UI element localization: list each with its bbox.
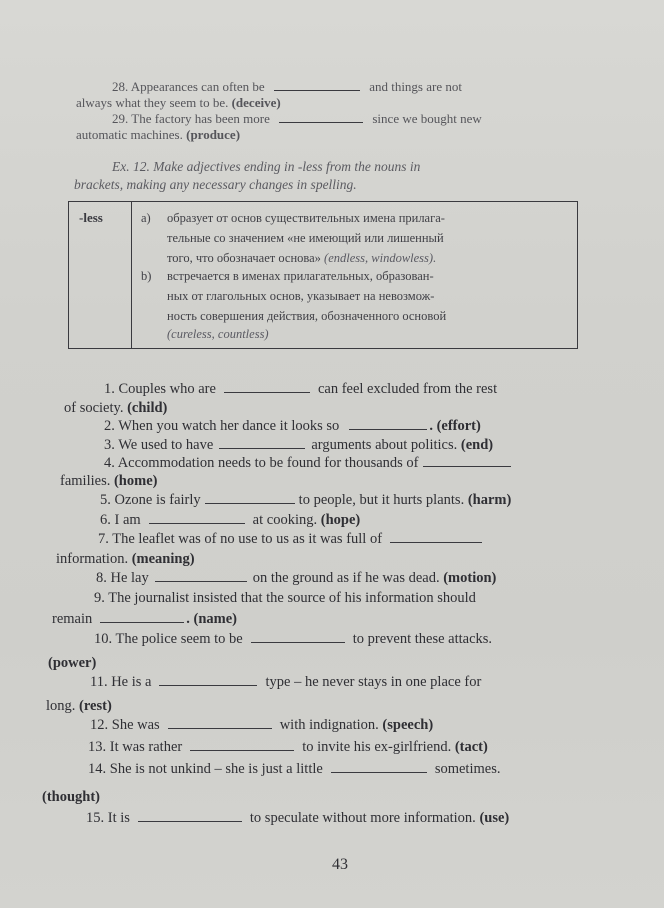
sentence-4: 4. Accommodation needs to be found for thousands of [104, 454, 511, 472]
exercise-title: Ex. 12. Make adjectives ending in -less from the nouns in [112, 159, 421, 174]
sentence-1-cont: of society. (child) [64, 400, 168, 416]
sentence-6: 6. I am at cooking. (hope) [100, 512, 361, 528]
sentence-8: 8. He lay on the ground as if he was dead. (motion) [96, 570, 497, 586]
sentence-11: 11. He is a type – he never stays in one place for [90, 674, 482, 690]
exercise-title-cont: brackets, making any necessary changes in spelling. [74, 177, 357, 192]
sentence-13: 13. It was rather to invite his ex-girlfriend. (tact) [88, 739, 488, 755]
sentence-9-cont: remain . (name) [52, 611, 238, 627]
sentence-14: 14. She is not unkind – she is just a little sometimes. [88, 761, 501, 777]
item-28-line2: always what they seem to be. (deceive) [76, 95, 281, 110]
sentence-12: 12. She was with indignation. (speech) [90, 717, 434, 733]
item-29-line1: 29. The factory has been more since we bought new [112, 111, 482, 126]
answer-blank [279, 110, 363, 123]
suffix-label: -less [79, 210, 103, 225]
sentence-2: 2. When you watch her dance it looks so . (effort) [104, 418, 481, 434]
rule-a-line3: того, что обозначает основа» (endless, windowless). [167, 251, 437, 265]
sentence-10: 10. The police seem to be to prevent these attacks. [94, 631, 493, 647]
page-number: 43 [332, 856, 348, 873]
sentence-7-cont: information. (meaning) [56, 551, 195, 567]
answer-blank [274, 78, 360, 91]
sentence-4-cont: families. (home) [60, 473, 158, 489]
item-29-line2: automatic machines. (produce) [76, 127, 241, 142]
sentence-9: 9. The journalist insisted that the source of his information should [94, 590, 476, 606]
sentence-10-cont: (power) [48, 655, 97, 671]
rule-a-line2: тельные со значением «не имеющий или лишенный [167, 231, 444, 245]
box-divider [131, 202, 132, 348]
sentence-15: 15. It is to speculate without more information. (use) [86, 810, 510, 826]
rule-box [68, 201, 578, 349]
sentence-5: 5. Ozone is fairly to people, but it hurts plants. (harm) [100, 492, 512, 508]
rule-a-line1: a) образует от основ существительных имена прилага- [141, 211, 445, 225]
rule-b-line3: ность совершения действия, обозначенного основой [167, 309, 447, 323]
item-28-line1: 28. Appearances can often be and things are not [112, 79, 462, 94]
sentence-3: 3. We used to have arguments about politics. (end) [104, 437, 494, 453]
sentence-7: 7. The leaflet was of no use to us as it was full of [98, 530, 482, 548]
sentence-14-cont: (thought) [42, 789, 101, 805]
sentence-11-cont: long. (rest) [46, 698, 112, 714]
rule-b-line2: ных от глагольных основ, указывает на невозмож- [167, 289, 435, 303]
rule-b-line4: (cureless, countless) [167, 327, 269, 341]
rule-b-line1: b) встречается в именах прилагательных, образован- [141, 269, 434, 283]
sentence-1: 1. Couples who are can feel excluded from the rest [104, 381, 498, 397]
